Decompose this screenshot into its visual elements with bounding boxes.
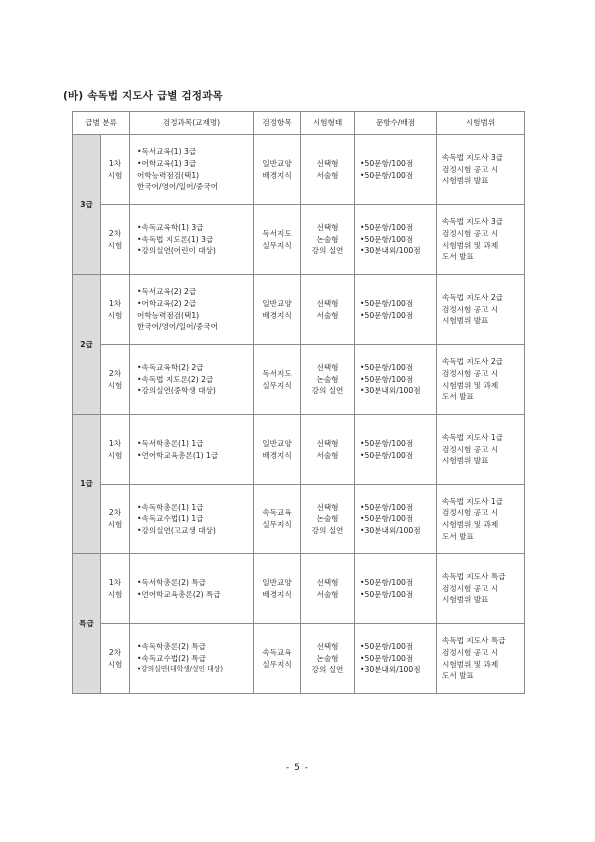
phase-cell-line: 2차	[108, 228, 122, 238]
range-cell-line: 도서 발표	[442, 252, 474, 262]
courses-cell-line: •속독교육학(2) 2급	[137, 363, 204, 373]
score-cell	[355, 554, 437, 624]
items-cell-line: 배경지식	[262, 170, 292, 180]
form-cell-line: 선택형	[316, 577, 339, 587]
range-cell	[437, 135, 525, 205]
range-cell-line: 검정시험 공고 시	[442, 444, 499, 454]
grade-cell: 특급	[73, 554, 101, 694]
table-row	[73, 415, 525, 485]
header-form: 시험형태	[301, 112, 355, 135]
form-cell	[301, 554, 355, 624]
courses-cell	[130, 275, 254, 345]
header-subjects: 검정과목(교재명)	[130, 112, 254, 135]
range-cell-line: 시험범위 및 과제	[442, 520, 499, 529]
form-cell	[301, 205, 355, 275]
items-cell	[254, 485, 301, 554]
phase-cell	[101, 554, 130, 624]
grade-cell: 1급	[73, 415, 101, 554]
courses-cell-line: •어학교육(2) 2급	[137, 298, 197, 308]
form-cell-line: 선택형	[316, 158, 339, 168]
table-header-row	[73, 112, 525, 135]
form-cell-line: 선택형	[316, 363, 339, 373]
courses-cell-line: 한국어/영어/일어/중국어	[137, 182, 219, 192]
courses-cell-line: •속독교수법(1) 1급	[137, 514, 204, 524]
items-cell-line: 배경지식	[262, 310, 292, 320]
range-cell-line: 검정시험 공고 시	[442, 164, 499, 174]
phase-cell-line: 2차	[108, 368, 122, 378]
courses-cell	[130, 624, 254, 694]
courses-cell-line: 어학능력점검(택1)	[137, 310, 200, 320]
form-cell-line: 강의 실연	[311, 665, 344, 675]
phase-cell	[101, 135, 130, 205]
range-cell-line: 속독법 지도사 특급	[442, 572, 506, 582]
items-cell	[254, 624, 301, 694]
form-cell-line: 강의 실연	[311, 246, 344, 256]
header-range: 시험범위	[437, 112, 525, 135]
items-cell-line: 실무지식	[262, 240, 292, 250]
items-cell	[254, 345, 301, 415]
form-cell-line: 논술형	[316, 514, 339, 524]
courses-cell-line: •강의실연(어린이 대상)	[137, 246, 216, 256]
range-cell-line: 검정시험 공고 시	[442, 368, 499, 378]
courses-cell-line: •독서학총론(2) 특급	[137, 577, 207, 587]
score-cell	[355, 135, 437, 205]
courses-cell-line: 한국어/영어/일어/중국어	[137, 322, 219, 332]
form-cell	[301, 135, 355, 205]
courses-cell-line: •속독법 지도론(1) 3급	[137, 234, 214, 244]
score-cell	[355, 415, 437, 485]
range-cell-line: 시험범위 및 과제	[442, 380, 499, 390]
table-row	[73, 205, 525, 275]
form-cell-line: 논술형	[316, 653, 339, 663]
items-cell-line: 일반교양	[262, 577, 292, 587]
score-cell-line: •30분내외/100점	[360, 386, 421, 396]
range-cell-line: 검정시험 공고 시	[442, 228, 499, 238]
table-row	[73, 135, 525, 205]
phase-cell	[101, 205, 130, 275]
range-cell	[437, 345, 525, 415]
score-cell-line: •50문항/100점	[360, 653, 414, 663]
range-cell-line: 속독법 지도사 3급	[442, 217, 504, 227]
courses-cell	[130, 554, 254, 624]
items-cell-line: 실무지식	[262, 520, 292, 529]
items-cell-line: 속독교육	[262, 508, 292, 518]
score-cell-line: •50문항/100점	[360, 577, 414, 587]
range-cell-line: 검정시험 공고 시	[442, 583, 499, 593]
form-cell	[301, 345, 355, 415]
range-cell-line: 도서 발표	[442, 531, 474, 541]
phase-cell-line: 시험	[107, 520, 123, 529]
courses-cell-line: •독서교육(2) 2급	[137, 287, 197, 297]
courses-cell	[130, 205, 254, 275]
score-cell	[355, 275, 437, 345]
score-cell-line: •50문항/100점	[360, 589, 414, 599]
items-cell-line: 실무지식	[262, 380, 292, 390]
items-cell-line: 배경지식	[262, 589, 292, 599]
score-cell	[355, 624, 437, 694]
phase-cell-line: 시험	[107, 589, 123, 599]
range-cell-line: 검정시험 공고 시	[442, 508, 499, 518]
phase-cell	[101, 275, 130, 345]
courses-cell-line: •언어학교육총론(1) 1급	[137, 450, 219, 460]
exam-subjects-table	[72, 111, 525, 694]
items-cell-line: 일반교양	[262, 298, 292, 308]
range-cell	[437, 554, 525, 624]
courses-cell	[130, 485, 254, 554]
score-cell-line: •50문항/100점	[360, 363, 414, 373]
range-cell	[437, 275, 525, 345]
header-grade-class: 급별 분류	[73, 112, 130, 135]
phase-cell	[101, 415, 130, 485]
range-cell-line: 속독법 지도사 2급	[442, 293, 504, 303]
courses-cell-line: •속독법 지도론(2) 2급	[137, 374, 214, 384]
score-cell-line: •30분내외/100점	[360, 246, 421, 256]
items-cell	[254, 275, 301, 345]
phase-cell-line: 1차	[108, 438, 122, 448]
phase-cell	[101, 345, 130, 415]
score-cell-line: •50문항/100점	[360, 374, 414, 384]
courses-cell-line: 어학능력점검(택1)	[137, 170, 200, 180]
range-cell-line: 시험범위 및 과제	[442, 240, 499, 250]
items-cell-line: 일반교양	[262, 158, 292, 168]
phase-cell-line: 시험	[107, 659, 123, 669]
score-cell	[355, 345, 437, 415]
phase-cell	[101, 624, 130, 694]
range-cell-line: 속독법 지도사 3급	[442, 153, 504, 163]
score-cell-line: •50문항/100점	[360, 310, 414, 320]
range-cell	[437, 485, 525, 554]
items-cell-line: 실무지식	[262, 659, 292, 669]
score-cell-line: •50문항/100점	[360, 502, 414, 512]
items-cell-line: 배경지식	[262, 450, 292, 460]
form-cell	[301, 624, 355, 694]
range-cell	[437, 415, 525, 485]
score-cell-line: •50문항/100점	[360, 298, 414, 308]
page-number: - 5 -	[286, 763, 309, 773]
phase-cell-line: 2차	[108, 508, 122, 518]
range-cell-line: 검정시험 공고 시	[442, 647, 499, 657]
table-row	[73, 554, 525, 624]
phase-cell-line: 시험	[107, 170, 123, 180]
form-cell-line: 강의 실연	[311, 386, 344, 396]
form-cell-line: 선택형	[316, 438, 339, 448]
table-row	[73, 624, 525, 694]
courses-cell-line: •강의실연(중학생 대상)	[137, 386, 216, 396]
range-cell-line: 도서 발표	[442, 392, 474, 402]
form-cell-line: 서술형	[316, 589, 339, 599]
items-cell	[254, 554, 301, 624]
courses-cell-line: •언어학교육총론(2) 특급	[137, 589, 221, 599]
courses-cell	[130, 345, 254, 415]
score-cell-line: •50문항/100점	[360, 642, 414, 652]
range-cell-line: 시험범위 발표	[442, 595, 489, 605]
range-cell	[437, 205, 525, 275]
phase-cell-line: 1차	[108, 158, 122, 168]
phase-cell-line: 시험	[107, 450, 123, 460]
phase-cell-line: 시험	[107, 310, 123, 320]
items-cell-line: 독서지도	[262, 228, 292, 238]
score-cell-line: •50문항/100점	[360, 514, 414, 524]
table-row	[73, 275, 525, 345]
courses-cell-line: •어학교육(1) 3급	[137, 158, 197, 168]
form-cell	[301, 415, 355, 485]
courses-cell-line: •속독학총론(2) 특급	[137, 642, 207, 652]
score-cell-line: •50문항/100점	[360, 158, 414, 168]
range-cell-line: 속독법 지도사 특급	[442, 636, 506, 646]
table-row	[73, 485, 525, 554]
items-cell-line: 속독교육	[262, 647, 292, 657]
section-heading: (바) 속독법 지도사 급별 검정과목	[63, 90, 223, 102]
form-cell-line: 선택형	[316, 223, 339, 233]
range-cell-line: 검정시험 공고 시	[442, 304, 499, 314]
form-cell-line: 선택형	[316, 502, 339, 512]
score-cell-line: •30분내외/100점	[360, 525, 421, 535]
form-cell	[301, 275, 355, 345]
score-cell-line: •50문항/100점	[360, 450, 414, 460]
score-cell-line: •50문항/100점	[360, 438, 414, 448]
phase-cell-line: 1차	[108, 577, 122, 587]
courses-cell	[130, 135, 254, 205]
score-cell	[355, 205, 437, 275]
courses-cell-line: •속독교수법(2) 특급	[137, 653, 207, 663]
form-cell-line: 서술형	[316, 450, 339, 460]
courses-cell	[130, 415, 254, 485]
form-cell-line: 논술형	[316, 374, 339, 384]
items-cell	[254, 135, 301, 205]
score-cell-line: •50문항/100점	[360, 223, 414, 233]
range-cell-line: 시험범위 발표	[442, 316, 489, 326]
score-cell	[355, 485, 437, 554]
phase-cell-line: 1차	[108, 298, 122, 308]
score-cell-line: •30분내외/100점	[360, 665, 421, 675]
range-cell-line: 도서 발표	[442, 671, 474, 681]
form-cell-line: 선택형	[316, 298, 339, 308]
form-cell-line: 논술형	[316, 234, 339, 244]
phase-cell-line: 2차	[108, 647, 122, 657]
header-score: 문항수/배점	[355, 112, 437, 135]
courses-cell-line: •독서학총론(1) 1급	[137, 438, 204, 448]
score-cell-line: •50문항/100점	[360, 170, 414, 180]
range-cell-line: 시험범위 및 과제	[442, 659, 499, 669]
grade-cell: 2급	[73, 275, 101, 415]
form-cell-line: 서술형	[316, 170, 339, 180]
phase-cell-line: 시험	[107, 380, 123, 390]
items-cell-line: 일반교양	[262, 438, 292, 448]
range-cell-line: 속독법 지도사 1급	[442, 496, 504, 506]
form-cell-line: 강의 실연	[311, 525, 344, 535]
courses-cell-line: •속독교육학(1) 3급	[137, 223, 204, 233]
range-cell-line: 시험범위 발표	[442, 456, 489, 466]
form-cell	[301, 485, 355, 554]
range-cell-line: 속독법 지도사 2급	[442, 357, 504, 367]
form-cell-line: 서술형	[316, 310, 339, 320]
grade-cell: 3급	[73, 135, 101, 275]
courses-cell-line: •속독학총론(1) 1급	[137, 502, 204, 512]
courses-cell-line: •독서교육(1) 3급	[137, 147, 197, 157]
range-cell-line: 시험범위 발표	[442, 176, 489, 186]
range-cell	[437, 624, 525, 694]
range-cell-line: 속독법 지도사 1급	[442, 433, 504, 443]
table-row	[73, 345, 525, 415]
items-cell	[254, 205, 301, 275]
phase-cell-line: 시험	[107, 240, 123, 250]
form-cell-line: 선택형	[316, 642, 339, 652]
phase-cell	[101, 485, 130, 554]
score-cell-line: •50문항/100점	[360, 234, 414, 244]
items-cell	[254, 415, 301, 485]
courses-cell-line: •강의실연(고교생 대상)	[137, 525, 216, 535]
items-cell-line: 독서지도	[262, 368, 292, 378]
courses-cell-line: •강의실연(대학생/성인 대상)	[137, 665, 224, 674]
header-items: 검정항목	[254, 112, 301, 135]
